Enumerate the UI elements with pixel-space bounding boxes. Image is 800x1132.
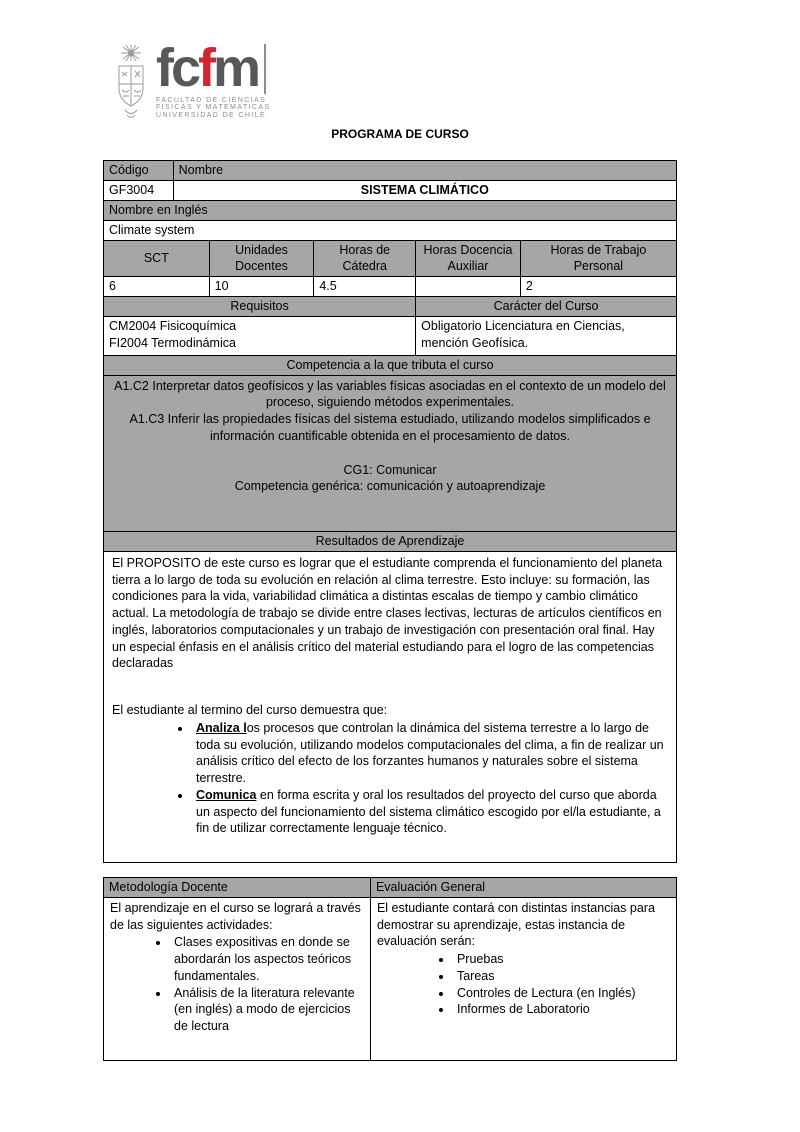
evaluacion-bullet-pruebas: • Pruebas (453, 951, 670, 968)
caracter-line-1: Obligatorio Licenciatura en Ciencias, (421, 318, 625, 333)
table-row-met-eva-body (104, 897, 676, 1060)
table-row-codigo-nombre-header (104, 161, 676, 180)
table-row-codigo-nombre-value (104, 180, 676, 200)
brand-block (156, 38, 271, 119)
table-row-competencia-header (104, 355, 676, 375)
horas-trabajo-value: 2 (520, 277, 676, 296)
codigo-value: GF3004 (109, 182, 155, 197)
evaluacion-bullet-controles: • Controles de Lectura (en Inglés) (453, 985, 670, 1002)
evaluacion-bullet-informes: • Informes de Laboratorio (453, 1001, 670, 1018)
caption-line-1: FACULTAD DE CIENCIAS (156, 96, 267, 104)
metodologia-body (104, 898, 370, 1060)
resultados-bullet-comunica (192, 787, 668, 837)
competencia-cg1: CG1: Comunicar (343, 462, 437, 477)
course-info-table (103, 160, 677, 863)
nombre-ingles-value: Climate system (109, 222, 195, 237)
sct-header-cell: SCT (104, 241, 209, 277)
horas-catedra-header-cell: Horas de Cátedra (313, 241, 415, 277)
caracter-value (415, 317, 676, 355)
caption-line-3: UNIVERSIDAD DE CHILE (156, 111, 267, 119)
brand-letter-f2-red: f (198, 38, 214, 98)
requisito-1: CM2004 Fisicoquímica (109, 318, 237, 333)
horas-trabajo-header-cell: Horas de Trabajo Personal (520, 241, 676, 277)
requisito-2: FI2004 Termodinámica (109, 335, 236, 350)
nombre-ingles-header-cell: Nombre en Inglés (104, 201, 676, 220)
brand-letter-m: m (213, 38, 259, 98)
faculty-caption (156, 97, 270, 120)
metodologia-evaluacion-table (103, 877, 677, 1061)
brand-letter-f1: f (156, 38, 171, 98)
resultados-header-cell: Resultados de Aprendizaje (104, 532, 676, 551)
table-row-requisitos-header (104, 296, 676, 316)
table-row-ingles-header (104, 200, 676, 220)
evaluacion-intro: El estudiante contará con distintas instancias para demostrar su aprendizaje, estas instancia de evaluación serán: (376, 900, 655, 949)
metodologia-intro: El aprendizaje en el curso se logrará a través de las siguientes actividades: (110, 900, 361, 932)
resultados-body (104, 552, 676, 862)
table-row-ingles-value (104, 220, 676, 240)
bullet-rest-comunica: en forma escrita y oral los resultados del proyecto del curso que aborda un aspecto del funcionamiento del sistema climático escogido por el/la estudiante, a fin de utilizar correctamente lenguaje técnico. (196, 787, 661, 836)
metodologia-bullet-1: • Clases expositivas en donde se abordarán los aspectos teóricos fundamentales. (170, 934, 364, 984)
unidades-docentes-value: 10 (209, 277, 314, 296)
horas-docencia-value (415, 277, 520, 296)
unidades-docentes-header-cell: Unidades Docentes (209, 241, 314, 277)
nombre-header-cell: Nombre (173, 161, 676, 180)
table-row-competencia-body (104, 375, 676, 532)
table-row-met-eva-header (104, 878, 676, 897)
table-row-credit-values (104, 276, 676, 296)
course-name-value: SISTEMA CLIMÁTICO (173, 181, 676, 200)
bullet-rest-analiza: os procesos que controlan la dinámica del sistema terrestre a lo largo de toda su evolución, utilizando modelos computacionales del clima, a fin de realizar un análisis crítico del efecto de los forzantes humanos y naturales sobre el sistema terrestre. (196, 720, 664, 785)
codigo-header-cell: Código (104, 161, 173, 180)
table-row-credit-headers (104, 240, 676, 277)
metodologia-bullet-2: • Análisis de la literatura relevante (en inglés) a modo de ejercicios de lectura (170, 985, 364, 1035)
evaluacion-body (370, 898, 676, 1060)
competencia-header-cell: Competencia a la que tributa el curso (104, 356, 676, 375)
competencia-a1c2: A1.C2 Interpretar datos geofísicos y las variables físicas asociadas en el contexto de un modelo del proceso, siguiendo métodos experimentales. (114, 378, 666, 410)
horas-docencia-header-cell: Horas Docencia Auxiliar (415, 241, 520, 277)
bullet-lead-analiza: Analiza l (196, 720, 247, 735)
table-row-requisitos-value (104, 316, 676, 355)
fcfm-wordmark (156, 38, 266, 98)
bullet-lead-comunica: Comunica (196, 787, 257, 802)
metodologia-bullet-list (110, 934, 364, 1035)
resultados-bullet-analiza (192, 720, 668, 787)
resultados-subtitle: El estudiante al termino del curso demuestra que: (112, 703, 388, 717)
horas-catedra-value: 4.5 (313, 277, 415, 296)
brand-letter-c: c (170, 38, 199, 98)
sct-value: 6 (109, 279, 116, 293)
caracter-header-cell: Carácter del Curso (415, 297, 676, 316)
requisitos-value (104, 317, 415, 355)
university-crest-icon (110, 44, 152, 124)
fcfm-logo (110, 38, 271, 124)
table-row-resultados-body (104, 551, 676, 862)
page-title: PROGRAMA DE CURSO (331, 127, 469, 141)
caracter-line-2: mención Geofísica. (421, 335, 529, 350)
metodologia-header-cell: Metodología Docente (104, 878, 370, 897)
evaluacion-bullet-tareas: • Tareas (453, 968, 670, 985)
competencia-a1c3: A1.C3 Inferir las propiedades físicas del sistema estudiado, utilizando modelos simplificados e información cuantificable obtenida en el procesamiento de datos. (129, 412, 651, 443)
caption-line-2: FISICAS Y MATEMATICAS (156, 104, 271, 112)
table-row-resultados-header (104, 531, 676, 551)
resultados-bullet-list (112, 720, 668, 837)
evaluacion-bullet-list (377, 951, 670, 1018)
resultados-intro: El PROPOSITO de este curso es lograr que el estudiante comprenda el funcionamiento del planeta tierra a lo largo de toda su evolución en relación al clima terrestre. Esto incluye: su formación, las condiciones para la vida, variabilidad climática a distintas escalas de tiempo y cambio climático actual. La metodología de trabajo se divide entre clases lectivas, lecturas de artículos científicos en inglés, laboratorios computacionales y un trabajo de investigación con presentación oral final. Hay un especial énfasis en el análisis crítico del material estudiando para el logro de las competencias declaradas (112, 555, 663, 671)
competencia-body (104, 376, 676, 532)
competencia-generica: Competencia genérica: comunicación y autoaprendizaje (234, 479, 546, 494)
evaluacion-header-cell: Evaluación General (370, 878, 676, 897)
requisitos-header-cell: Requisitos (104, 297, 415, 316)
